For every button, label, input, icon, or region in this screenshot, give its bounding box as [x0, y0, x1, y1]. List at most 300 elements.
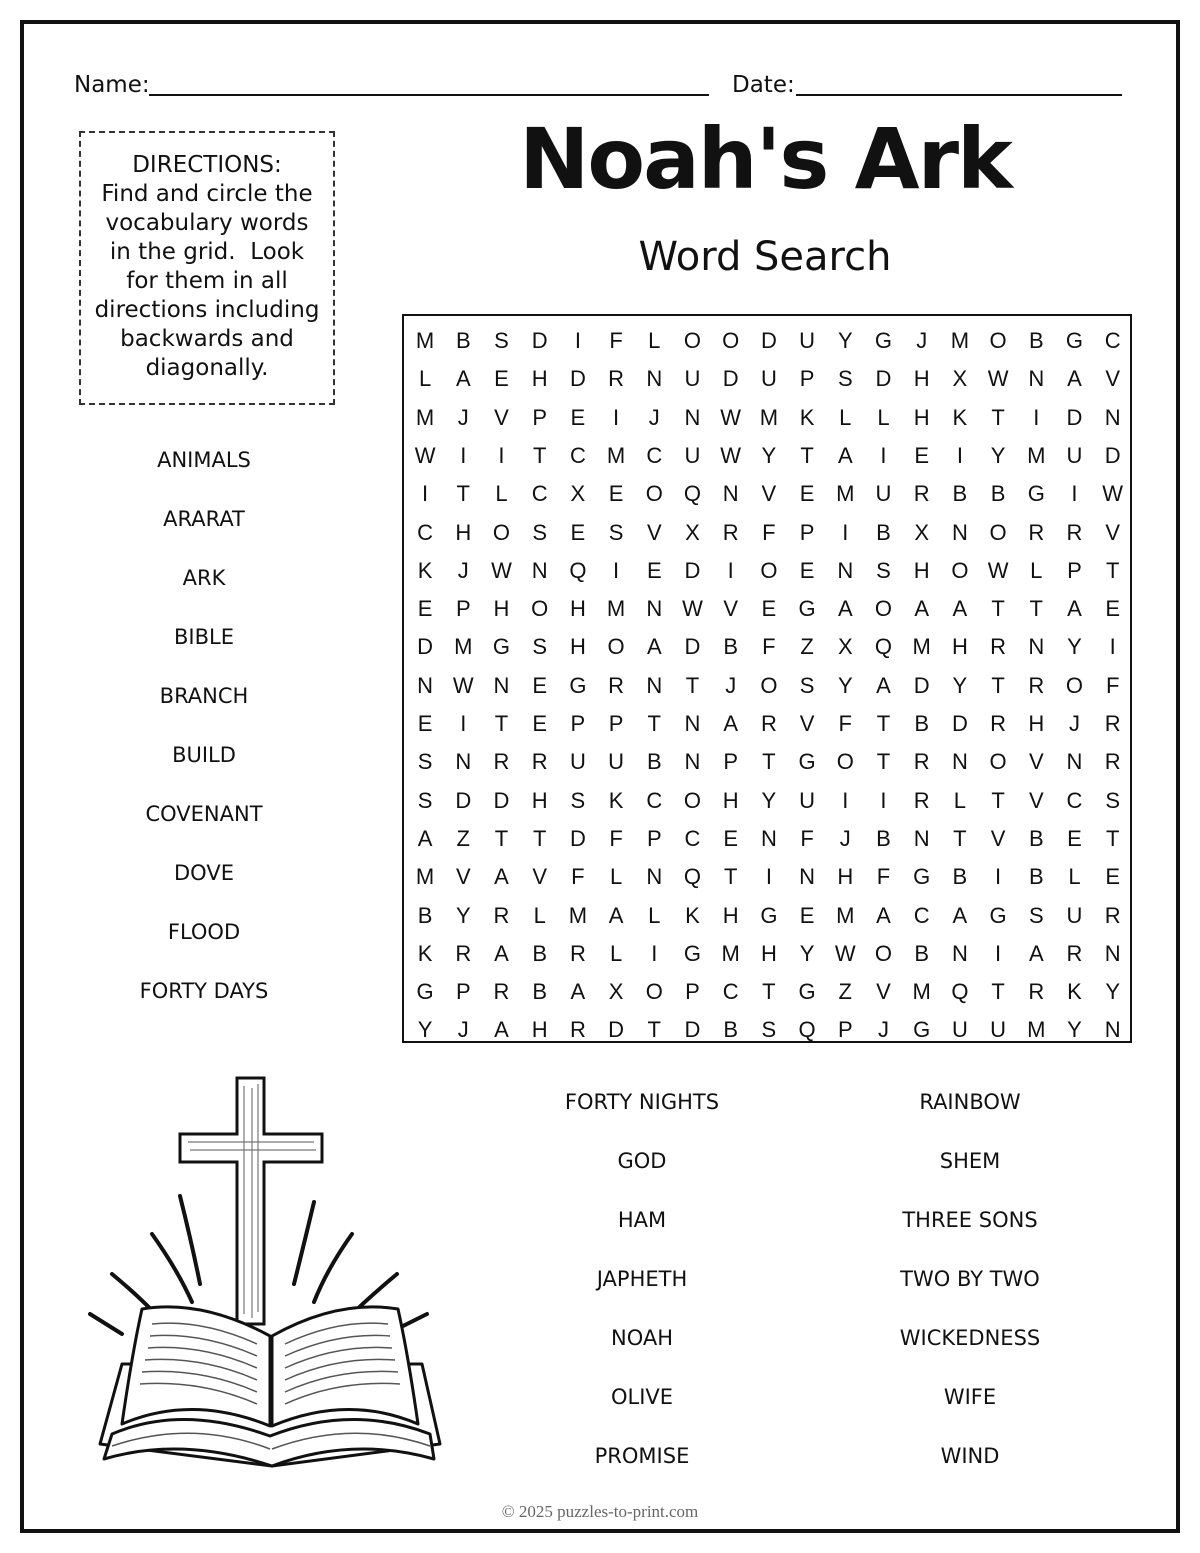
grid-letter[interactable]: I — [842, 519, 849, 545]
grid-letter[interactable]: N — [951, 519, 968, 545]
grid-letter[interactable]: N — [799, 864, 816, 890]
grid-letter[interactable]: N — [722, 481, 739, 507]
grid-letter[interactable]: H — [722, 787, 739, 813]
grid-letter[interactable]: K — [952, 404, 968, 430]
grid-letter[interactable]: A — [494, 864, 509, 890]
grid-letter[interactable]: N — [646, 864, 663, 890]
grid-letter[interactable]: N — [684, 749, 701, 775]
grid-letter[interactable]: I — [765, 864, 772, 890]
grid-letter[interactable]: Q — [683, 481, 702, 507]
grid-letter[interactable]: L — [418, 366, 432, 392]
grid-letter[interactable]: E — [799, 481, 815, 507]
grid-letter[interactable]: T — [1029, 596, 1043, 622]
grid-letter[interactable]: S — [1105, 787, 1121, 813]
grid-letter[interactable]: B — [646, 749, 662, 775]
grid-letter[interactable]: G — [798, 979, 816, 1005]
grid-letter[interactable]: T — [762, 979, 776, 1005]
grid-letter[interactable]: M — [912, 979, 931, 1005]
grid-letter[interactable]: J — [648, 404, 660, 430]
grid-letter[interactable]: D — [684, 634, 701, 660]
grid-letter[interactable]: G — [492, 634, 511, 660]
grid-letter[interactable]: V — [494, 404, 509, 430]
grid-letter[interactable]: T — [991, 596, 1005, 622]
grid-letter[interactable]: Y — [990, 442, 1006, 468]
grid-letter[interactable]: H — [531, 1017, 548, 1043]
grid-letter[interactable]: O — [836, 749, 854, 775]
grid-letter[interactable]: N — [417, 672, 434, 698]
grid-letter[interactable]: L — [953, 787, 967, 813]
grid-letter[interactable]: W — [834, 940, 856, 966]
date-line[interactable] — [796, 94, 1122, 96]
grid-letter[interactable]: B — [532, 940, 548, 966]
grid-letter[interactable]: N — [1104, 1017, 1121, 1043]
grid-letter[interactable]: C — [684, 825, 701, 851]
grid-letter[interactable]: H — [569, 634, 586, 660]
grid-letter[interactable]: N — [646, 672, 663, 698]
grid-letter[interactable]: I — [422, 481, 429, 507]
grid-letter[interactable]: S — [1028, 902, 1044, 928]
grid-letter[interactable]: R — [1028, 672, 1045, 698]
grid-letter[interactable]: R — [493, 902, 510, 928]
grid-letter[interactable]: I — [1071, 481, 1078, 507]
grid-letter[interactable]: K — [1067, 979, 1082, 1005]
grid-letter[interactable]: A — [1028, 940, 1044, 966]
grid-letter[interactable]: C — [417, 519, 434, 545]
grid-letter[interactable]: E — [1105, 596, 1121, 622]
grid-letter[interactable]: L — [648, 328, 661, 353]
grid-letter[interactable]: Q — [874, 634, 893, 660]
grid-letter[interactable]: U — [990, 1017, 1007, 1043]
grid-letter[interactable]: D — [417, 634, 434, 660]
grid-letter[interactable]: M — [950, 328, 970, 353]
grid-letter[interactable]: S — [570, 787, 586, 813]
grid-letter[interactable]: O — [722, 328, 740, 353]
grid-letter[interactable]: R — [1104, 749, 1121, 775]
grid-letter[interactable]: H — [455, 519, 472, 545]
grid-letter[interactable]: E — [417, 711, 433, 736]
grid-letter[interactable]: B — [876, 825, 891, 851]
grid-letter[interactable]: P — [1067, 557, 1082, 583]
grid-letter[interactable]: R — [913, 481, 930, 507]
grid-letter[interactable]: U — [1066, 902, 1083, 928]
grid-letter[interactable]: N — [1104, 404, 1121, 430]
grid-letter[interactable]: Z — [838, 979, 852, 1005]
grid-letter[interactable]: A — [952, 902, 968, 928]
grid-letter[interactable]: L — [609, 864, 623, 890]
grid-letter[interactable]: B — [914, 940, 930, 966]
grid-letter[interactable]: G — [913, 1017, 931, 1043]
grid-letter[interactable]: A — [1067, 366, 1082, 392]
grid-letter[interactable]: Y — [952, 672, 968, 698]
grid-letter[interactable]: H — [569, 596, 586, 622]
grid-letter[interactable]: V — [1105, 519, 1121, 545]
grid-letter[interactable]: M — [606, 442, 626, 468]
grid-letter[interactable]: T — [494, 711, 509, 736]
grid-letter[interactable]: C — [646, 442, 663, 468]
grid-letter[interactable]: T — [991, 979, 1005, 1005]
grid-letter[interactable]: A — [1067, 596, 1082, 622]
grid-letter[interactable]: K — [608, 787, 624, 813]
grid-letter[interactable]: F — [800, 825, 814, 851]
grid-letter[interactable]: E — [799, 902, 815, 928]
grid-letter[interactable]: B — [1028, 328, 1044, 353]
grid-letter[interactable]: L — [877, 404, 890, 430]
grid-letter[interactable]: V — [799, 711, 815, 736]
grid-letter[interactable]: G — [798, 749, 816, 775]
grid-letter[interactable]: E — [799, 557, 815, 583]
grid-letter[interactable]: W — [987, 557, 1009, 583]
grid-letter[interactable]: C — [569, 442, 586, 468]
grid-letter[interactable]: P — [723, 749, 739, 775]
grid-letter[interactable]: F — [762, 519, 776, 545]
grid-letter[interactable]: V — [646, 519, 662, 545]
grid-letter[interactable]: G — [798, 596, 816, 622]
grid-letter[interactable]: T — [876, 711, 891, 736]
grid-letter[interactable]: N — [1028, 366, 1045, 392]
grid-letter[interactable]: S — [417, 787, 433, 813]
grid-letter[interactable]: Y — [761, 787, 777, 813]
grid-letter[interactable]: R — [722, 519, 739, 545]
grid-letter[interactable]: J — [877, 1017, 889, 1043]
grid-letter[interactable]: R — [1104, 711, 1121, 736]
grid-letter[interactable]: O — [874, 596, 893, 622]
grid-letter[interactable]: J — [457, 1017, 469, 1043]
grid-letter[interactable]: M — [415, 864, 435, 890]
grid-letter[interactable]: R — [760, 711, 777, 736]
grid-letter[interactable]: R — [455, 940, 472, 966]
grid-letter[interactable]: F — [876, 864, 891, 890]
grid-letter[interactable]: A — [608, 902, 624, 928]
grid-letter[interactable]: P — [455, 979, 471, 1005]
grid-letter[interactable]: F — [762, 634, 776, 660]
grid-letter[interactable]: E — [1105, 864, 1121, 890]
grid-letter[interactable]: I — [460, 711, 467, 736]
grid-letter[interactable]: Y — [1067, 634, 1082, 660]
grid-letter[interactable]: J — [916, 328, 928, 353]
grid-letter[interactable]: H — [760, 940, 777, 966]
grid-letter[interactable]: G — [683, 940, 702, 966]
grid-letter[interactable]: H — [837, 864, 854, 890]
grid-letter[interactable]: M — [912, 634, 931, 660]
grid-letter[interactable]: T — [800, 442, 814, 468]
grid-letter[interactable]: C — [1066, 787, 1083, 813]
grid-letter[interactable]: F — [609, 825, 623, 851]
grid-letter[interactable]: M — [759, 404, 779, 430]
grid-letter[interactable]: R — [493, 749, 510, 775]
grid-letter[interactable]: S — [876, 557, 891, 583]
grid-letter[interactable]: E — [570, 404, 586, 430]
word-search-grid[interactable] — [402, 314, 1132, 1043]
grid-letter[interactable]: U — [684, 366, 701, 392]
grid-letter[interactable]: X — [952, 366, 968, 392]
grid-letter[interactable]: V — [532, 864, 548, 890]
grid-letter[interactable]: U — [608, 749, 625, 775]
grid-letter[interactable]: P — [608, 711, 624, 736]
grid-letter[interactable]: T — [1105, 825, 1120, 851]
grid-letter[interactable]: X — [837, 634, 853, 660]
grid-letter[interactable]: G — [569, 672, 587, 698]
grid-letter[interactable]: T — [647, 1017, 661, 1043]
grid-letter[interactable]: N — [951, 940, 968, 966]
grid-letter[interactable]: C — [646, 787, 663, 813]
grid-letter[interactable]: R — [531, 749, 548, 775]
grid-letter[interactable]: N — [455, 749, 472, 775]
grid-letter[interactable]: H — [531, 366, 548, 392]
grid-letter[interactable]: G — [1027, 481, 1045, 507]
grid-letter[interactable]: A — [417, 825, 433, 851]
grid-letter[interactable]: F — [1105, 672, 1120, 698]
grid-letter[interactable]: B — [1028, 864, 1044, 890]
grid-letter[interactable]: O — [683, 787, 702, 813]
grid-letter[interactable]: E — [570, 519, 586, 545]
grid-letter[interactable]: E — [532, 711, 548, 736]
grid-letter[interactable]: I — [842, 787, 849, 813]
grid-letter[interactable]: I — [995, 864, 1002, 890]
grid-letter[interactable]: N — [493, 672, 510, 698]
grid-letter[interactable]: M — [415, 404, 435, 430]
grid-letter[interactable]: K — [417, 557, 433, 583]
grid-letter[interactable]: H — [722, 902, 739, 928]
grid-letter[interactable]: X — [608, 979, 624, 1005]
grid-letter[interactable]: T — [456, 481, 470, 507]
grid-letter[interactable]: N — [1028, 634, 1045, 660]
grid-letter[interactable]: R — [990, 634, 1007, 660]
grid-letter[interactable]: K — [799, 404, 815, 430]
grid-letter[interactable]: D — [684, 557, 701, 583]
grid-letter[interactable]: Q — [569, 557, 587, 583]
grid-letter[interactable]: O — [683, 328, 702, 353]
grid-letter[interactable]: D — [760, 328, 777, 353]
grid-letter[interactable]: T — [494, 825, 509, 851]
grid-letter[interactable]: W — [414, 442, 436, 468]
grid-letter[interactable]: G — [913, 864, 931, 890]
grid-letter[interactable]: R — [1028, 979, 1045, 1005]
grid-letter[interactable]: I — [460, 442, 467, 468]
grid-letter[interactable]: O — [645, 481, 663, 507]
grid-letter[interactable]: C — [1104, 328, 1121, 353]
grid-letter[interactable]: L — [533, 902, 546, 928]
grid-letter[interactable]: C — [722, 979, 739, 1005]
grid-letter[interactable]: V — [761, 481, 777, 507]
grid-letter[interactable]: M — [1027, 1017, 1046, 1043]
grid-letter[interactable]: T — [647, 711, 661, 736]
grid-letter[interactable]: P — [837, 1017, 853, 1043]
grid-letter[interactable]: M — [1027, 442, 1046, 468]
grid-letter[interactable]: N — [1066, 749, 1083, 775]
grid-letter[interactable]: R — [1028, 519, 1045, 545]
grid-letter[interactable]: R — [1104, 902, 1121, 928]
grid-letter[interactable]: O — [492, 519, 511, 545]
grid-letter[interactable]: T — [723, 864, 738, 890]
grid-letter[interactable]: G — [874, 328, 893, 353]
grid-letter[interactable]: R — [990, 711, 1007, 736]
grid-letter[interactable]: O — [760, 672, 778, 698]
name-line[interactable] — [149, 94, 709, 96]
grid-letter[interactable]: B — [952, 864, 968, 890]
grid-letter[interactable]: D — [569, 825, 586, 851]
grid-letter[interactable]: W — [720, 404, 742, 430]
grid-letter[interactable]: F — [609, 328, 623, 353]
grid-letter[interactable]: N — [951, 749, 968, 775]
grid-letter[interactable]: H — [1028, 711, 1045, 736]
grid-letter[interactable]: J — [839, 825, 851, 851]
grid-letter[interactable]: Y — [799, 940, 815, 966]
grid-letter[interactable]: I — [727, 557, 734, 583]
grid-letter[interactable]: L — [495, 481, 508, 507]
grid-letter[interactable]: R — [913, 749, 930, 775]
grid-letter[interactable]: Q — [798, 1017, 816, 1043]
grid-letter[interactable]: D — [493, 787, 510, 813]
grid-letter[interactable]: O — [760, 557, 778, 583]
grid-letter[interactable]: T — [953, 825, 967, 851]
grid-letter[interactable]: V — [1105, 366, 1121, 392]
grid-letter[interactable]: D — [608, 1017, 625, 1043]
grid-letter[interactable]: U — [569, 749, 586, 775]
grid-letter[interactable]: M — [568, 902, 588, 928]
grid-letter[interactable]: X — [914, 519, 930, 545]
grid-letter[interactable]: Q — [951, 979, 969, 1005]
grid-letter[interactable]: N — [837, 557, 854, 583]
grid-letter[interactable]: P — [646, 825, 662, 851]
grid-letter[interactable]: E — [494, 366, 509, 392]
grid-letter[interactable]: N — [760, 825, 777, 851]
grid-letter[interactable]: G — [989, 902, 1007, 928]
grid-letter[interactable]: V — [876, 979, 891, 1005]
grid-letter[interactable]: Y — [1067, 1017, 1082, 1043]
grid-letter[interactable]: U — [799, 787, 816, 813]
grid-letter[interactable]: O — [645, 979, 663, 1005]
grid-letter[interactable]: P — [799, 519, 815, 545]
grid-letter[interactable]: N — [684, 404, 701, 430]
grid-letter[interactable]: L — [1068, 864, 1081, 890]
grid-letter[interactable]: J — [725, 672, 737, 698]
grid-letter[interactable]: T — [991, 672, 1005, 698]
grid-letter[interactable]: X — [570, 481, 586, 507]
grid-letter[interactable]: J — [457, 557, 469, 583]
grid-letter[interactable]: D — [531, 328, 548, 353]
grid-letter[interactable]: I — [995, 940, 1002, 966]
grid-letter[interactable]: O — [989, 749, 1007, 775]
grid-letter[interactable]: V — [990, 825, 1006, 851]
grid-letter[interactable]: N — [646, 366, 663, 392]
grid-letter[interactable]: C — [531, 481, 548, 507]
grid-letter[interactable]: M — [836, 481, 855, 507]
grid-letter[interactable]: R — [569, 1017, 586, 1043]
grid-letter[interactable]: D — [913, 672, 930, 698]
grid-letter[interactable]: A — [876, 672, 891, 698]
grid-letter[interactable]: H — [951, 634, 968, 660]
grid-letter[interactable]: L — [609, 940, 623, 966]
grid-letter[interactable]: H — [493, 596, 510, 622]
grid-letter[interactable]: B — [723, 1017, 739, 1043]
grid-letter[interactable]: A — [914, 596, 930, 622]
grid-letter[interactable]: N — [913, 825, 930, 851]
grid-letter[interactable]: Z — [800, 634, 814, 660]
grid-letter[interactable]: M — [454, 634, 473, 660]
grid-letter[interactable]: R — [608, 672, 625, 698]
grid-letter[interactable]: W — [987, 366, 1009, 392]
grid-letter[interactable]: I — [880, 787, 887, 813]
grid-letter[interactable]: O — [951, 557, 969, 583]
grid-letter[interactable]: S — [532, 519, 548, 545]
grid-letter[interactable]: E — [646, 557, 662, 583]
grid-letter[interactable]: W — [491, 557, 512, 583]
grid-letter[interactable]: E — [761, 596, 777, 622]
grid-letter[interactable]: B — [417, 902, 433, 928]
grid-letter[interactable]: D — [722, 366, 739, 392]
grid-letter[interactable]: R — [1066, 519, 1083, 545]
grid-letter[interactable]: R — [1066, 940, 1083, 966]
grid-letter[interactable]: T — [532, 825, 547, 851]
grid-letter[interactable]: M — [721, 940, 740, 966]
grid-letter[interactable]: U — [684, 442, 701, 468]
grid-letter[interactable]: D — [569, 366, 586, 392]
grid-letter[interactable]: W — [682, 596, 703, 622]
grid-letter[interactable]: P — [532, 404, 548, 430]
grid-letter[interactable]: B — [532, 979, 548, 1005]
grid-letter[interactable]: F — [571, 864, 585, 890]
grid-letter[interactable]: S — [532, 634, 548, 660]
grid-letter[interactable]: R — [608, 366, 625, 392]
grid-letter[interactable]: S — [608, 519, 624, 545]
grid-letter[interactable]: O — [1065, 672, 1084, 698]
grid-letter[interactable]: M — [606, 596, 626, 622]
grid-letter[interactable]: K — [685, 902, 700, 928]
grid-letter[interactable]: O — [989, 519, 1007, 545]
grid-letter[interactable]: A — [646, 634, 662, 660]
grid-letter[interactable]: E — [723, 825, 739, 851]
grid-letter[interactable]: E — [532, 672, 548, 698]
grid-letter[interactable]: U — [799, 328, 816, 353]
grid-letter[interactable]: T — [991, 404, 1005, 430]
grid-letter[interactable]: A — [837, 596, 853, 622]
grid-letter[interactable]: A — [494, 940, 509, 966]
grid-letter[interactable]: J — [457, 404, 469, 430]
grid-letter[interactable]: H — [531, 787, 548, 813]
grid-letter[interactable]: S — [494, 328, 509, 353]
grid-letter[interactable]: W — [452, 672, 474, 698]
grid-letter[interactable]: D — [684, 1017, 701, 1043]
grid-letter[interactable]: B — [876, 519, 891, 545]
grid-letter[interactable]: P — [799, 366, 815, 392]
grid-letter[interactable]: J — [1068, 711, 1080, 736]
grid-letter[interactable]: O — [874, 940, 893, 966]
grid-letter[interactable]: M — [836, 902, 855, 928]
grid-letter[interactable]: A — [455, 366, 471, 392]
grid-letter[interactable]: B — [1028, 825, 1044, 851]
grid-letter[interactable]: G — [760, 902, 778, 928]
grid-letter[interactable]: P — [685, 979, 700, 1005]
grid-letter[interactable]: O — [531, 596, 549, 622]
grid-letter[interactable]: Y — [837, 328, 853, 353]
grid-letter[interactable]: I — [956, 442, 963, 468]
grid-letter[interactable]: Q — [683, 864, 702, 890]
grid-letter[interactable]: I — [498, 442, 505, 468]
grid-letter[interactable]: E — [608, 481, 624, 507]
grid-letter[interactable]: N — [684, 711, 701, 736]
grid-letter[interactable]: H — [913, 557, 930, 583]
grid-letter[interactable]: T — [991, 787, 1005, 813]
grid-letter[interactable]: U — [1066, 442, 1083, 468]
grid-letter[interactable]: S — [837, 366, 853, 392]
grid-letter[interactable]: B — [455, 328, 471, 353]
grid-letter[interactable]: R — [493, 979, 510, 1005]
grid-letter[interactable]: P — [570, 711, 586, 736]
grid-letter[interactable]: T — [685, 672, 700, 698]
grid-letter[interactable]: I — [880, 442, 887, 468]
grid-letter[interactable]: P — [455, 596, 471, 622]
grid-letter[interactable]: T — [762, 749, 776, 775]
